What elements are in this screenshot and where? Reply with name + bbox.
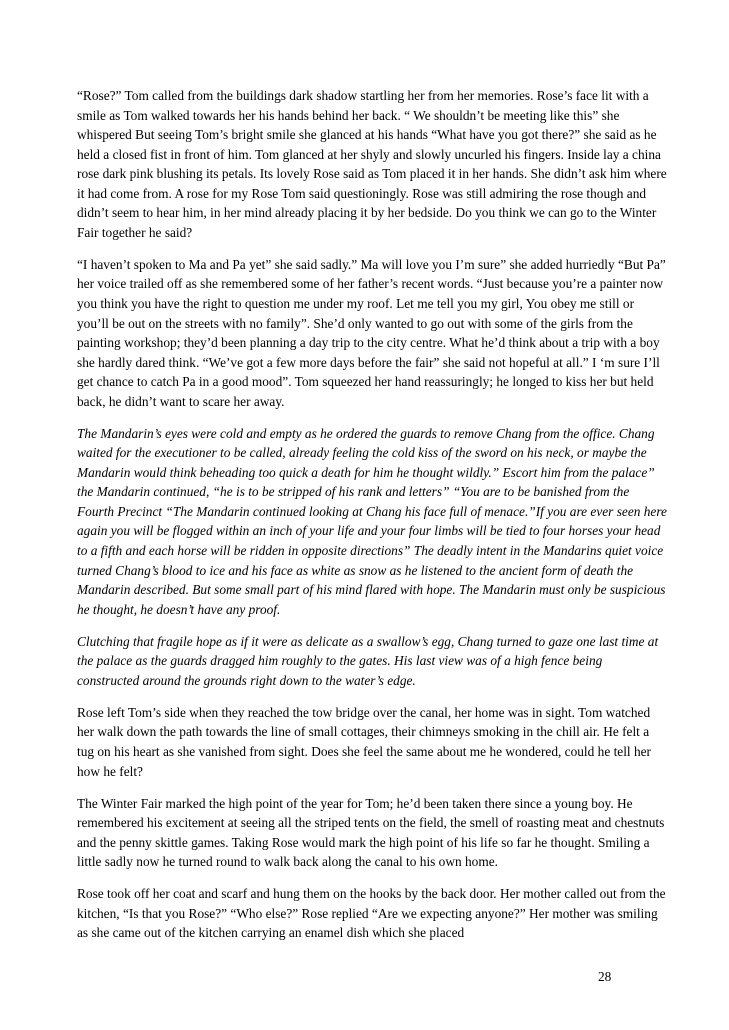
paragraph-1: “Rose?” Tom called from the buildings dark shadow startling her from her memories. Rose’s face lit with a smile as Tom walked towards her his hands behind her back. “ We shouldn’t be meeting like this” she whispered But seeing Tom’s bright smile she glanced at his hands “What have you got there?” she said as he held a closed fist in front of him. Tom glanced at her shyly and slowly uncurled his fingers. Inside lay a china rose dark pink blushing its petals. Its lovely Rose said as Tom placed it in her hands. She didn’t ask him where it had come from. A rose for my Rose Tom said questioningly. Rose was still admiring the rose though and didn’t seem to hear him, in her mind already placing it by her bedside. Do you think we can go to the Winter Fair together he said? (77, 88, 667, 240)
paragraph-5: Rose left Tom’s side when they reached the tow bridge over the canal, her home was in sight. Tom watched her walk down the path towards the line of small cottages, their chimneys smoking in the chill air. He felt a tug on his heart as she vanished from sight. Does she feel the same about me he wondered, could he tell her how he felt? (77, 704, 651, 779)
body-text (77, 86, 667, 955)
paragraph-6: The Winter Fair marked the high point of the year for Tom; he’d been taken there since a young boy. He remembered his excitement at seeing all the striped tents on the field, the smell of roasting meat and chestnuts and the penny skittle games. Taking Rose would mark the high point of his life so far he thought. Smiling a little sadly now he turned round to walk back along the canal to his own home. (77, 795, 665, 870)
page-number: 28 (598, 969, 612, 984)
paragraph-4: Clutching that fragile hope as if it were as delicate as a swallow’s egg, Chang turned to gaze one last time at the palace as the guards dragged him roughly to the gates. His last view was of a high fence being constructed around the grounds right down to the water’s edge. (77, 633, 659, 688)
paragraph-3: The Mandarin’s eyes were cold and empty as he ordered the guards to remove Chang from the office. Chang waited for the executioner to be called, already feeling the cold kiss of the sword on his neck, or maybe the Mandarin would think beheading too quick a death for him he thought wildly.” Escort him from the palace” the Mandarin continued, “he is to be stripped of his rank and letters” “You are to be banished from the Fourth Precinct “The Mandarin continued looking at Chang his face full of menace.”If you are ever seen here again you will be flogged within an inch of your life and your four limbs will be tied to four horses your head to a fifth and each horse will be ridden in opposite directions” The deadly intent in the Mandarins quiet voice turned Chang’s blood to ice and his face as white as snow as he listened to the ancient form of death the Mandarin described. But some small part of his mind flared with hope. The Mandarin must only be suspicious he thought, he doesn’t have any proof. (77, 425, 667, 617)
paragraph-2: “I haven’t spoken to Ma and Pa yet” she said sadly.” Ma will love you I’m sure” she added hurriedly “But Pa” her voice trailed off as she remembered some of her father’s recent words. “Just because you’re a painter now you think you have the right to question me under my roof. Let me tell you my girl, You obey me still or you’ll be out on the streets with no family”. She’d only wanted to go out with some of the girls from the painting workshop; they’d been planning a day trip to the city centre. What he’d think about a trip with a boy she hardly dared think. “We’ve got a few more days before the fair” she said not hopeful at all.” I ‘m sure I’ll get chance to catch Pa in a good mood”. Tom squeezed her hand reassuringly; he longed to kiss her but held back, he didn’t want to scare her away. (77, 256, 666, 409)
paragraph-7: Rose took off her coat and scarf and hung them on the hooks by the back door. Her mother called out from the kitchen, “Is that you Rose?” “Who else?” Rose replied “Are we expecting anyone?” Her mother was smiling as she came out of the kitchen carrying an enamel dish which she placed (77, 886, 666, 941)
